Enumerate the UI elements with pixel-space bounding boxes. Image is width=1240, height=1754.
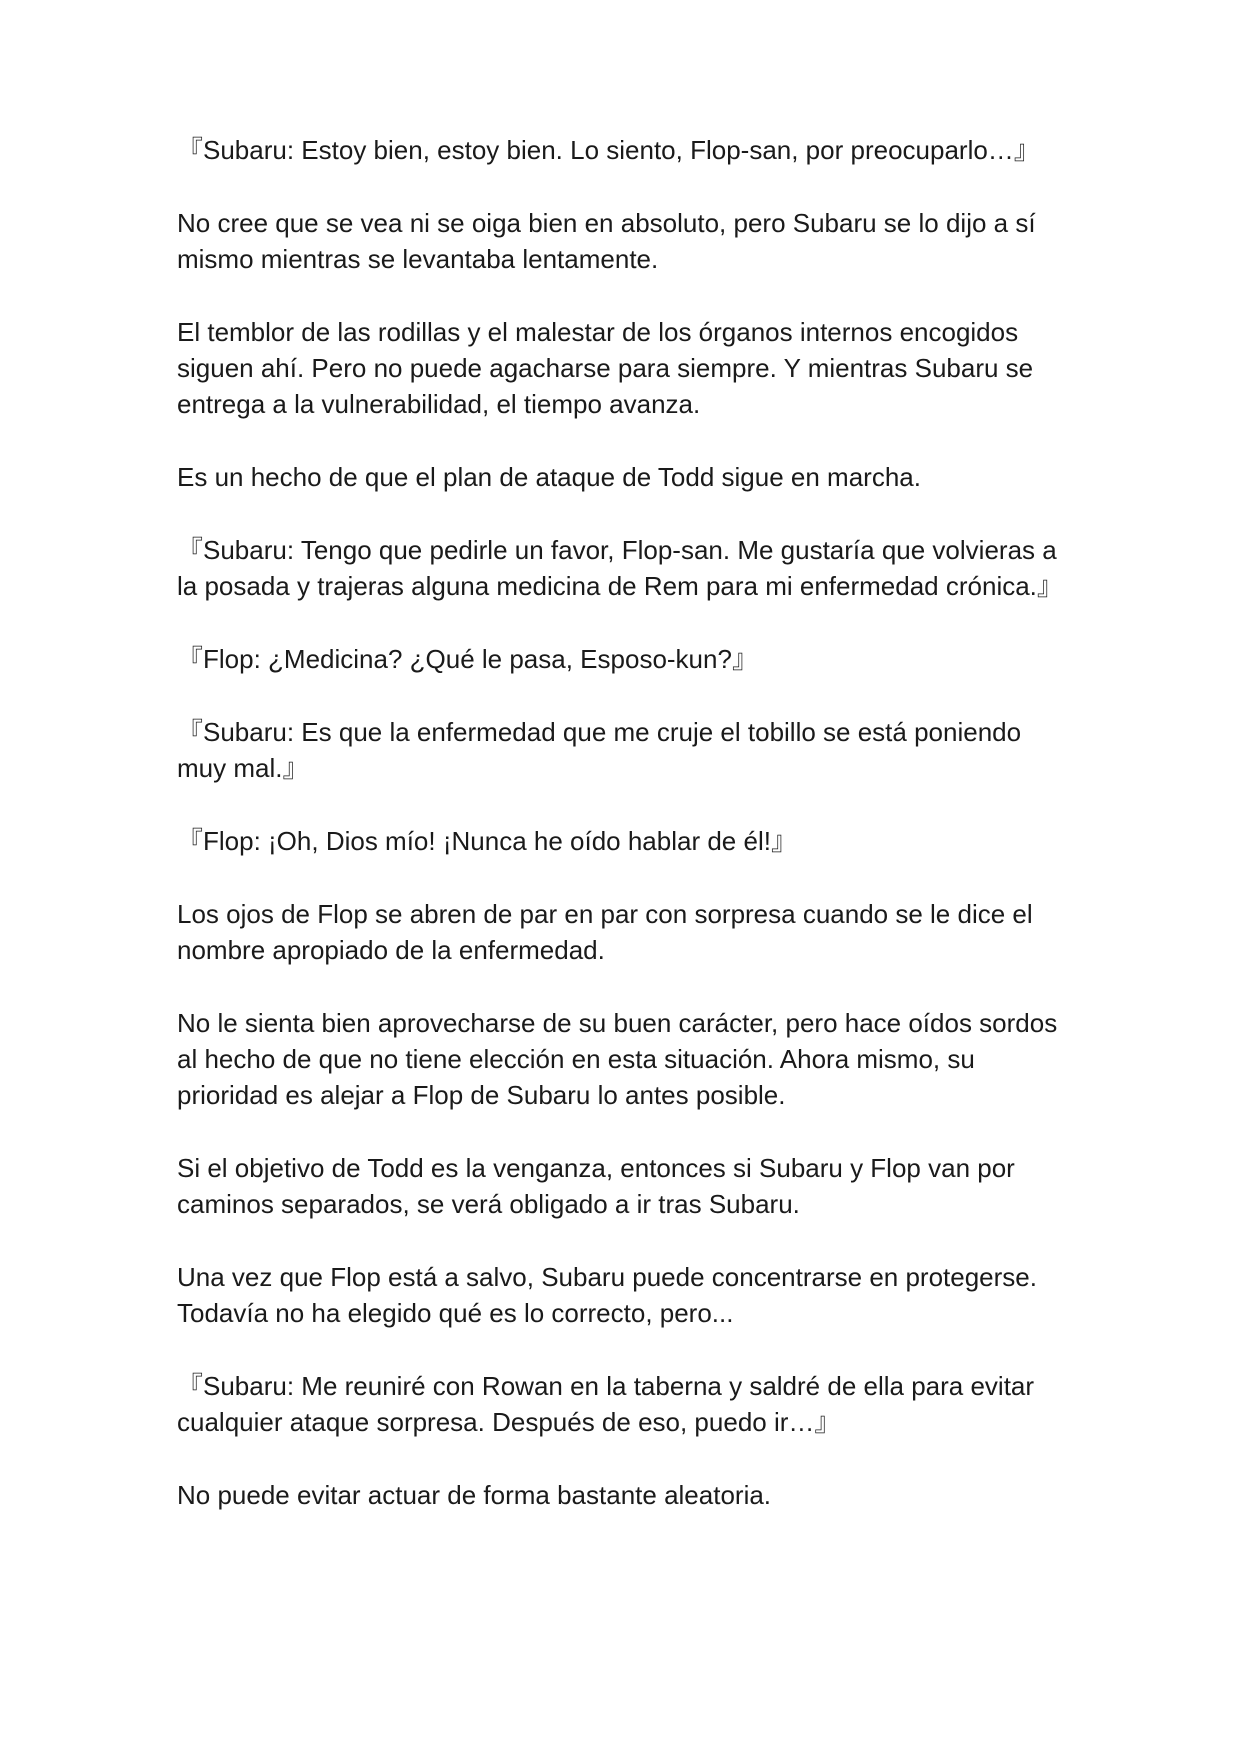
narration-paragraph: Los ojos de Flop se abren de par en par con sorpresa cuando se le dice el nombre apropiado de la enfermedad. (177, 899, 1033, 965)
dialogue-paragraph: 『Subaru: Estoy bien, estoy bien. Lo siento, Flop-san, por preocuparlo…』 (177, 135, 1040, 165)
dialogue-paragraph: 『Subaru: Me reuniré con Rowan en la taberna y saldré de ella para evitar cualquier ataque sorpresa. Después de eso, puedo ir…』 (177, 1371, 1035, 1437)
narration-paragraph: Es un hecho de que el plan de ataque de Todd sigue en marcha. (177, 462, 921, 492)
narration-paragraph: El temblor de las rodillas y el malestar de los órganos internos encogidos siguen ahí. Pero no puede agacharse para siempre. Y mientras Subaru se entrega a la vulnerabilidad, el tiempo avanza. (177, 317, 1034, 419)
narration-paragraph: No puede evitar actuar de forma bastante aleatoria. (177, 1480, 772, 1510)
narration-paragraph: Si el objetivo de Todd es la venganza, entonces si Subaru y Flop van por caminos separados, se verá obligado a ir tras Subaru. (177, 1153, 1015, 1219)
dialogue-paragraph: 『Subaru: Es que la enfermedad que me cruje el tobillo se está poniendo muy mal.』 (177, 717, 1022, 783)
dialogue-paragraph: 『Flop: ¿Medicina? ¿Qué le pasa, Esposo-kun?』 (177, 644, 758, 674)
narration-paragraph: No cree que se vea ni se oiga bien en absoluto, pero Subaru se lo dijo a sí mismo mientras se levantaba lentamente. (177, 208, 1036, 274)
narration-paragraph: Una vez que Flop está a salvo, Subaru puede concentrarse en protegerse. Todavía no ha elegido qué es lo correcto, pero... (177, 1262, 1037, 1328)
dialogue-paragraph: 『Subaru: Tengo que pedirle un favor, Flop-san. Me gustaría que volvieras a la posada y trajeras alguna medicina de Rem para mi enfermedad crónica.』 (177, 535, 1063, 601)
document-page (177, 132, 1077, 1550)
narration-paragraph: No le sienta bien aprovecharse de su buen carácter, pero hace oídos sordos al hecho de que no tiene elección en esta situación. Ahora mismo, su prioridad es alejar a Flop de Subaru lo antes posible. (177, 1008, 1058, 1110)
dialogue-paragraph: 『Flop: ¡Oh, Dios mío! ¡Nunca he oído hablar de él!』 (177, 826, 797, 856)
